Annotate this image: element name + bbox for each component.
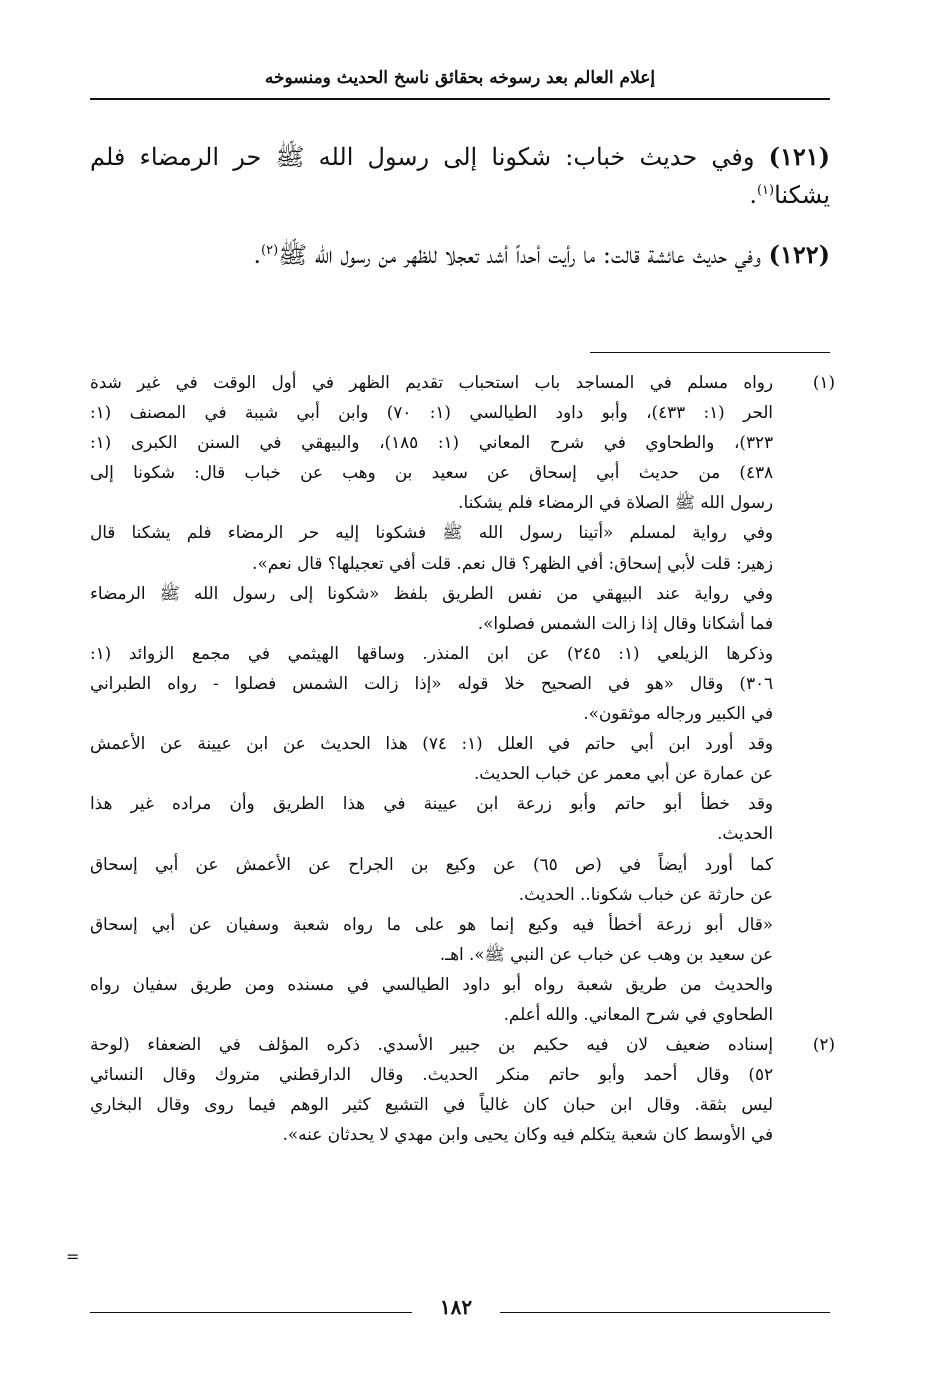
paragraph-text: وفي حديث عائشة قالت: ما رأيت أحداً أشد تعجلا للظهر من رسول الله ﷺ	[278, 241, 761, 269]
footnote-line: ٣٢٣)، والطحاوي في شرح المعاني (١: ١٨٥)، والبيهقي في السنن الكبرى (١:	[90, 432, 773, 453]
footnote-marker: (٢)	[812, 1034, 835, 1055]
footnote-line: ٣٠٦) وقال «هو في الصحيح خلا قوله «إذا زالت الشمس فصلوا - رواه الطبراني	[90, 672, 773, 693]
paragraph-122	[90, 236, 830, 274]
footnote-line: إسناده ضعيف لان فيه حكيم بن جبير الأسدي. ذكره المؤلف في الضعفاء (لوحة	[90, 1034, 773, 1055]
footnote-line: وقد خطأ أبو حاتم وأبو زرعة ابن عيينة في هذا الطريق وأن مراده غير هذا	[90, 793, 773, 814]
footnote-separator	[590, 352, 830, 353]
footnote-line: رواه مسلم في المساجد باب استحباب تقديم الظهر في أول الوقت في غير شدة	[90, 372, 773, 392]
footnote-1	[90, 367, 835, 1029]
paragraph-end: .	[749, 181, 757, 209]
footnote-line: رسول الله ﷺ الصلاة في الرمضاء فلم يشكنا.	[458, 492, 773, 513]
footnote-line: زهير: قلت لأبي إسحاق: أفي الظهر؟ قال نعم. قلت أفي تعجيلها؟ قال نعم».	[252, 552, 773, 573]
footer-rule-left	[90, 1312, 412, 1313]
footnote-line: الحر (١: ٤٣٣)، وأبو داود الطيالسي (١: ٧٠) وابن أبي شيبة في المصنف (١:	[90, 402, 773, 423]
footnote-line: عن سعيد بن وهب عن خباب عن النبي ﷺ». اهـ.	[439, 943, 773, 964]
main-text	[90, 138, 830, 296]
footnote-line: الطحاوي في شرح المعاني. والله أعلم.	[503, 1003, 773, 1024]
footer-rule-right	[500, 1312, 830, 1313]
footnote-line: في الأوسط كان شعبة يتكلم فيه وكان يحيى وابن مهدي لا يحدثان عنه».	[282, 1124, 773, 1145]
footnote-line: ٥٢) وقال أحمد وأبو حاتم منكر الحديث. وقال الدارقطني متروك وقال النسائي	[90, 1064, 773, 1085]
footnote-line: الحديث.	[717, 823, 773, 844]
paragraph-text: وفي حديث خباب: شكونا إلى رسول الله ﷺ حر الرمضاء فلم يشكنا	[90, 143, 830, 209]
footnote-line: في الكبير ورجاله موثقون».	[583, 703, 773, 724]
footnote-line: وذكرها الزيلعي (١: ٢٤٥) عن ابن المنذر. وساقها الهيثمي في مجمع الزوائد (١:	[90, 642, 773, 663]
header-rule	[90, 98, 830, 100]
footnote-line: ٤٣٨) من حديث أبي إسحاق عن سعيد بن وهب عن خباب قال: شكونا إلى	[90, 462, 773, 483]
footnote-line: عن عمارة عن أبي معمر عن خباب الحديث.	[473, 763, 773, 784]
footnote-body	[90, 367, 773, 1029]
continuation-mark: =	[66, 1247, 80, 1266]
footnotes	[90, 367, 835, 1149]
footnote-line: كما أورد أيضاً في (ص ٦٥) عن وكيع بن الجراح عن الأعمش عن أبي إسحاق	[90, 853, 773, 874]
footnote-line: وفي رواية عند البيهقي من نفس الطريق بلفظ «شكونا إلى رسول الله ﷺ الرمضاء	[90, 582, 773, 603]
footnote-line: وفي رواية لمسلم «أتينا رسول الله ﷺ فشكونا إليه حر الرمضاء فلم يشكنا قال	[90, 522, 773, 543]
footnote-line: والحديث من طريق شعبة رواه أبو داود الطيالسي في مسنده ومن طريق سفيان رواه	[90, 973, 773, 994]
paragraph-number: (١٢٢)	[768, 240, 830, 269]
paragraph-121	[90, 138, 830, 214]
running-title: إعلام العالم بعد رسوخه بحقائق ناسخ الحديث ومنسوخه	[264, 68, 656, 88]
footnote-line: فما أشكانا وقال إذا زالت الشمس فصلوا».	[477, 612, 773, 633]
footnote-body	[90, 1029, 773, 1149]
footnote-ref: (١)	[756, 183, 775, 198]
footnote-2	[90, 1029, 835, 1149]
footnote-line: «قال أبو زرعة أخطأ فيه وكيع إنما هو على ما رواه شعبة وسفيان عن أبي إسحاق	[90, 913, 773, 934]
footnote-ref: (٢)	[261, 243, 279, 258]
page-number: ١٨٢	[439, 1295, 473, 1319]
paragraph-end: .	[253, 241, 261, 269]
footnote-line: عن حارثة عن خباب شكونا.. الحديث.	[518, 883, 773, 904]
footnote-line: وقد أورد ابن أبي حاتم في العلل (١: ٧٤) هذا الحديث عن ابن عيينة عن الأعمش	[90, 733, 774, 754]
footnote-line: ليس بثقة. وقال ابن حبان كان غالياً في التشيع كثير الوهم فيما روى وقال البخاري	[90, 1094, 773, 1115]
paragraph-number: (١٢١)	[768, 142, 830, 171]
footnote-marker: (١)	[812, 372, 835, 392]
